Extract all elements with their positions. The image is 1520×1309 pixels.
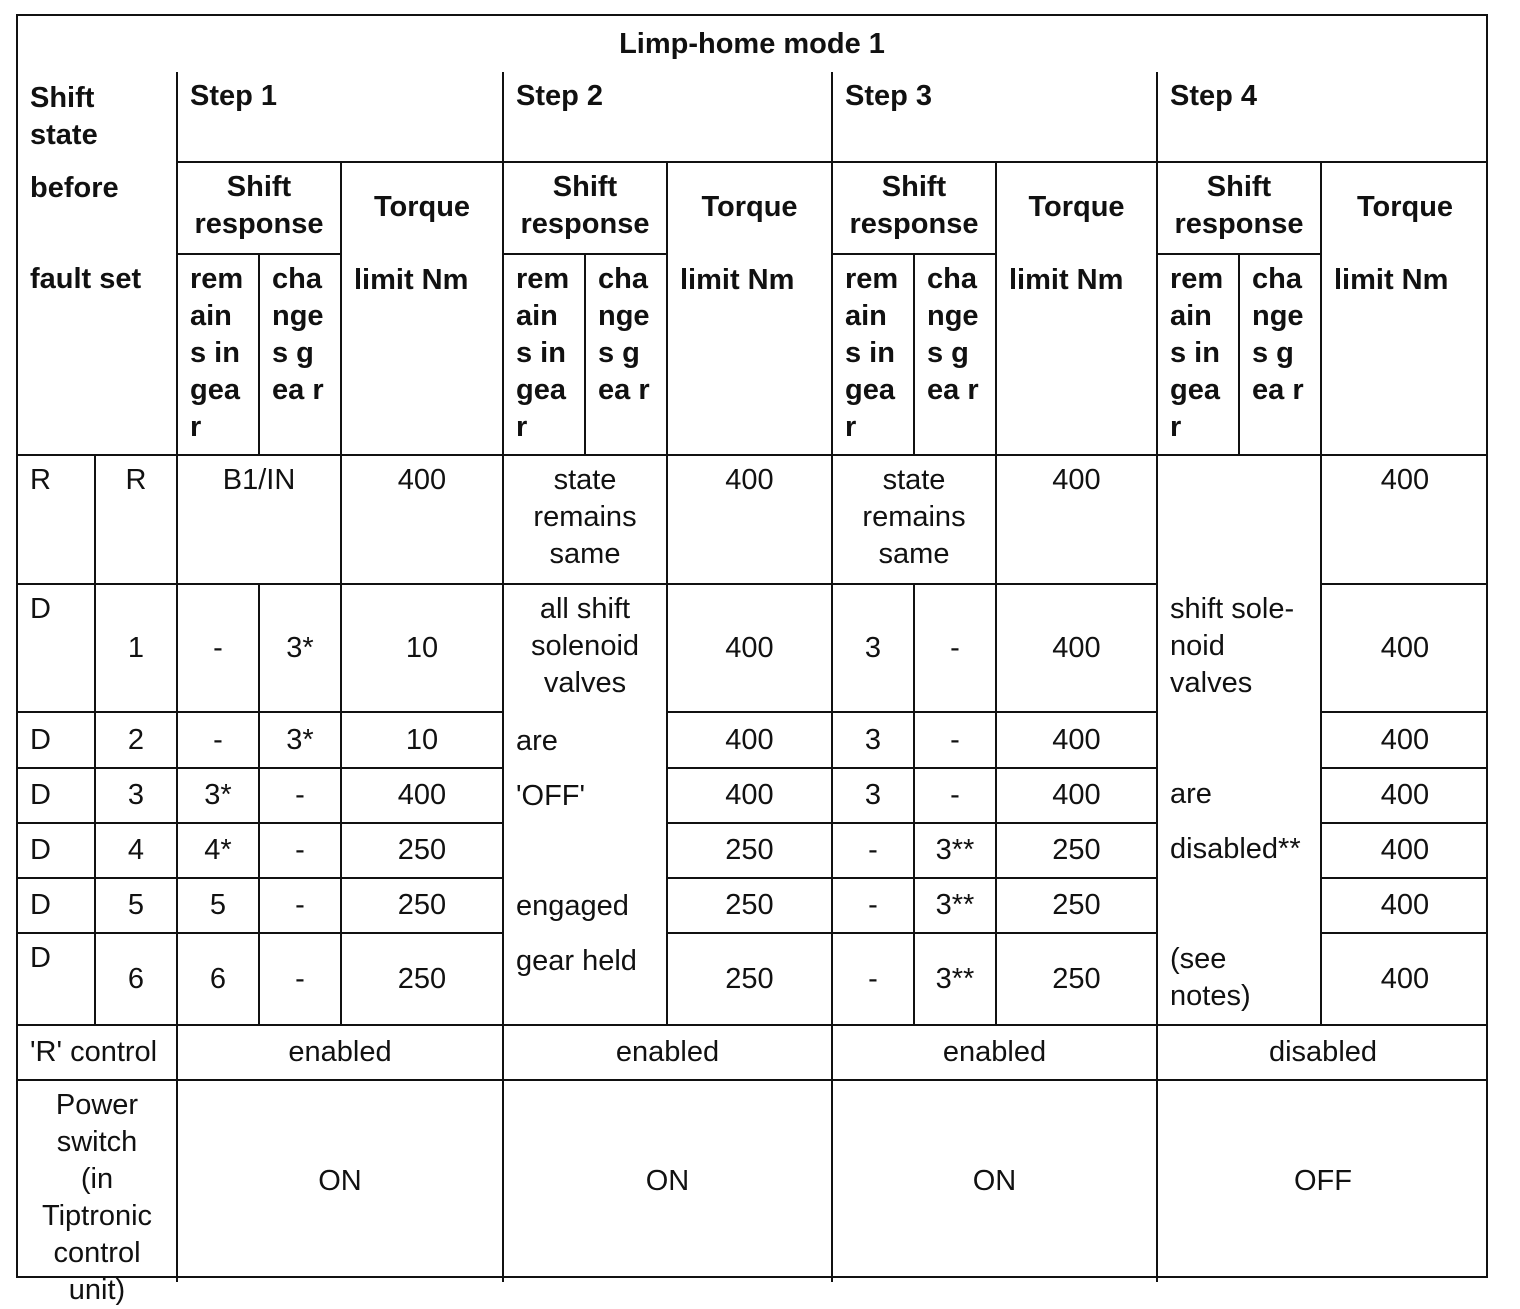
row-r-step4-torque: 400 bbox=[1322, 456, 1488, 585]
row-d2-step1-torque: 10 bbox=[342, 713, 504, 769]
row-d6-step2-torque: 250 bbox=[668, 934, 833, 1026]
r-control-step2: enabled bbox=[504, 1026, 833, 1081]
row-d2-selector: D bbox=[18, 713, 96, 769]
fault-set-label: fault set bbox=[30, 263, 142, 295]
power-switch-step3: ON bbox=[833, 1081, 1158, 1282]
row-d3-step3-torque: 400 bbox=[997, 769, 1158, 824]
row-r-gear: R bbox=[96, 456, 178, 585]
step-3-remains-header: rem ains in gea r bbox=[833, 255, 915, 456]
row-d6-step1-changes: - bbox=[260, 934, 342, 1026]
step-4-response-merged bbox=[1158, 456, 1322, 1026]
step2-off-text: 'OFF' bbox=[516, 780, 586, 812]
step-4-remains-header: rem ains in gea r bbox=[1158, 255, 1240, 456]
row-d4-step1-remains: 4* bbox=[178, 824, 260, 879]
torque-label: Torque bbox=[1028, 191, 1125, 223]
power-switch-step2: ON bbox=[504, 1081, 833, 1282]
row-d1-selector: D bbox=[18, 585, 96, 713]
row-d4-step1-changes: - bbox=[260, 824, 342, 879]
step4-disabled-text: disabled** bbox=[1170, 833, 1301, 865]
row-d5-step1-changes: - bbox=[260, 879, 342, 934]
row-d3-step4-torque: 400 bbox=[1322, 769, 1488, 824]
step2-engaged-text: engaged bbox=[516, 890, 629, 922]
r-control-step4: disabled bbox=[1158, 1026, 1488, 1081]
row-d3-gear: 3 bbox=[96, 769, 178, 824]
row-d1-step1-torque: 10 bbox=[342, 585, 504, 713]
row-d3-step1-changes: - bbox=[260, 769, 342, 824]
step-2-changes-header: cha nge s gea r bbox=[586, 255, 668, 456]
step-1-shift-response-header: Shift response bbox=[178, 163, 342, 255]
row-d2-step1-remains: - bbox=[178, 713, 260, 769]
row-d2-step2-torque: 400 bbox=[668, 713, 833, 769]
row-d1-step3-remains: 3 bbox=[833, 585, 915, 713]
step4-are-text: are bbox=[1170, 778, 1212, 810]
row-d5-step3-changes: 3** bbox=[915, 879, 997, 934]
step-2-header: Step 2 bbox=[504, 72, 833, 163]
step-3-header: Step 3 bbox=[833, 72, 1158, 163]
row-d2-step3-changes: - bbox=[915, 713, 997, 769]
step2-all-shift-text: all shift solenoid valves bbox=[530, 593, 640, 699]
row-d2-gear: 2 bbox=[96, 713, 178, 769]
power-switch-step1: ON bbox=[178, 1081, 504, 1282]
row-d6-step1-remains: 6 bbox=[178, 934, 260, 1026]
row-r-selector: R bbox=[18, 456, 96, 585]
row-d1-step1-changes: 3* bbox=[260, 585, 342, 713]
step-1-changes-header: cha nge s gea r bbox=[260, 255, 342, 456]
step-1-remains-header: rem ains in gea r bbox=[178, 255, 260, 456]
step2-gear-held-text: gear held bbox=[516, 945, 637, 977]
step-4-header: Step 4 bbox=[1158, 72, 1488, 163]
torque-label: Torque bbox=[1356, 191, 1454, 223]
shift-state-label: Shift state bbox=[30, 82, 98, 151]
row-d5-gear: 5 bbox=[96, 879, 178, 934]
row-d4-selector: D bbox=[18, 824, 96, 879]
row-d4-step3-changes: 3** bbox=[915, 824, 997, 879]
before-label: before bbox=[30, 172, 119, 204]
row-d3-selector: D bbox=[18, 769, 96, 824]
row-d5-step1-torque: 250 bbox=[342, 879, 504, 934]
limp-home-table bbox=[16, 14, 1488, 1306]
row-d5-step3-remains: - bbox=[833, 879, 915, 934]
row-d3-step3-remains: 3 bbox=[833, 769, 915, 824]
row-d1-step4-torque: 400 bbox=[1322, 585, 1488, 713]
step-4-changes-header: cha nge s gea r bbox=[1240, 255, 1322, 456]
row-d3-step1-torque: 400 bbox=[342, 769, 504, 824]
row-d2-step1-changes: 3* bbox=[260, 713, 342, 769]
torque-label: Torque bbox=[373, 191, 471, 223]
table-title: Limp-home mode 1 bbox=[18, 16, 1488, 72]
step-2-remains-header: rem ains in gea r bbox=[504, 255, 586, 456]
row-d4-step4-torque: 400 bbox=[1322, 824, 1488, 879]
power-switch-step4: OFF bbox=[1294, 1165, 1352, 1197]
row-d6-step4-torque: 400 bbox=[1322, 934, 1488, 1026]
power-switch-label: Power switch (in Tiptronic control unit) bbox=[18, 1081, 178, 1282]
row-d6-step1-torque: 250 bbox=[342, 934, 504, 1026]
step-4-torque-header bbox=[1322, 163, 1488, 456]
r-control-step1: enabled bbox=[178, 1026, 504, 1081]
row-r-step1-torque: 400 bbox=[342, 456, 504, 585]
limit-nm-label: limit Nm bbox=[1009, 264, 1124, 296]
limit-nm-label: limit Nm bbox=[1334, 264, 1449, 296]
r-control-label: 'R' control bbox=[18, 1026, 178, 1081]
step4-see-notes-text: (see notes) bbox=[1170, 943, 1251, 1012]
step-1-torque-header bbox=[342, 163, 504, 456]
row-d2-step3-remains: 3 bbox=[833, 713, 915, 769]
row-d4-step3-torque: 250 bbox=[997, 824, 1158, 879]
row-d4-step3-remains: - bbox=[833, 824, 915, 879]
row-d1-step3-changes: - bbox=[915, 585, 997, 713]
step-3-changes-header: cha nge s gea r bbox=[915, 255, 997, 456]
row-d6-selector: D bbox=[18, 934, 96, 1026]
step4-shift-sole-text: shift sole- noid valves bbox=[1170, 593, 1295, 699]
row-r-step1-response: B1/IN bbox=[178, 456, 342, 585]
row-d1-gear: 1 bbox=[96, 585, 178, 713]
row-d4-gear: 4 bbox=[96, 824, 178, 879]
step-2-torque-header bbox=[668, 163, 833, 456]
row-d1-step1-remains: - bbox=[178, 585, 260, 713]
step-3-shift-response-header: Shift response bbox=[833, 163, 997, 255]
row-d5-step3-torque: 250 bbox=[997, 879, 1158, 934]
limit-nm-label: limit Nm bbox=[354, 264, 469, 296]
row-r-step3-torque: 400 bbox=[997, 456, 1158, 585]
row-d6-step3-remains: - bbox=[833, 934, 915, 1026]
row-d3-step2-torque: 400 bbox=[668, 769, 833, 824]
row-d5-step1-remains: 5 bbox=[178, 879, 260, 934]
shift-state-header bbox=[18, 72, 178, 456]
row-d5-step4-torque: 400 bbox=[1322, 879, 1488, 934]
step-3-torque-header bbox=[997, 163, 1158, 456]
row-d1-step2-torque: 400 bbox=[668, 585, 833, 713]
row-d5-selector: D bbox=[18, 879, 96, 934]
row-d6-step3-changes: 3** bbox=[915, 934, 997, 1026]
row-r-step2-torque: 400 bbox=[668, 456, 833, 585]
step-2-shift-response-header: Shift response bbox=[504, 163, 668, 255]
row-r-step2-state: state remains same bbox=[504, 456, 668, 585]
row-d6-step3-torque: 250 bbox=[997, 934, 1158, 1026]
row-d2-step4-torque: 400 bbox=[1322, 713, 1488, 769]
step-2-response-merged bbox=[504, 585, 668, 1026]
row-d5-step2-torque: 250 bbox=[668, 879, 833, 934]
row-d4-step2-torque: 250 bbox=[668, 824, 833, 879]
row-d3-step1-remains: 3* bbox=[178, 769, 260, 824]
row-r-step3-state: state remains same bbox=[833, 456, 997, 585]
row-d3-step3-changes: - bbox=[915, 769, 997, 824]
row-d6-gear: 6 bbox=[96, 934, 178, 1026]
step-4-shift-response-header: Shift response bbox=[1158, 163, 1322, 255]
step2-are-text: are bbox=[516, 725, 558, 757]
row-d1-step3-torque: 400 bbox=[997, 585, 1158, 713]
limit-nm-label: limit Nm bbox=[680, 264, 795, 296]
row-d2-step3-torque: 400 bbox=[997, 713, 1158, 769]
r-control-step3: enabled bbox=[833, 1026, 1158, 1081]
step-1-header: Step 1 bbox=[178, 72, 504, 163]
torque-label: Torque bbox=[701, 191, 798, 223]
row-d4-step1-torque: 250 bbox=[342, 824, 504, 879]
